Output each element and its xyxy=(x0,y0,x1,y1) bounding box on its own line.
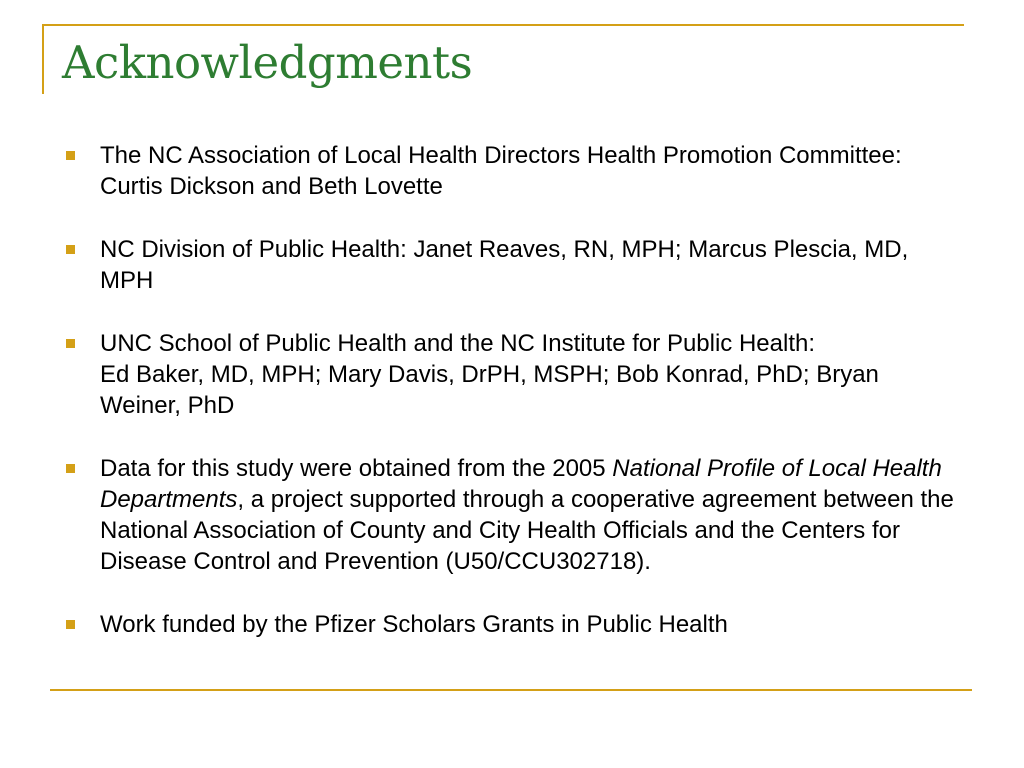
bullet-item xyxy=(62,328,962,359)
bullet-item xyxy=(62,140,962,202)
square-bullet-icon xyxy=(66,620,75,629)
bottom-accent-rule xyxy=(50,689,972,691)
bullet-continuation xyxy=(62,359,962,421)
continuation-text: Ed Baker, MD, MPH; Mary Davis, DrPH, MSPH; Bob Konrad, PhD; Bryan Weiner, PhD xyxy=(100,361,879,419)
publication-title: National Profile of Local Health Departments xyxy=(100,455,942,513)
bullet-text: NC Division of Public Health: Janet Reaves, RN, MPH; Marcus Plescia, MD, MPH xyxy=(100,236,909,294)
square-bullet-icon xyxy=(66,339,75,348)
square-bullet-icon xyxy=(66,245,75,254)
bullet-item xyxy=(62,234,962,296)
slide-title: Acknowledgments xyxy=(62,36,473,89)
bullet-text: Work funded by the Pfizer Scholars Grants in Public Health xyxy=(100,611,728,638)
bullet-item xyxy=(62,609,962,640)
square-bullet-icon xyxy=(66,464,75,473)
square-bullet-icon xyxy=(66,151,75,160)
bullet-list xyxy=(62,140,962,672)
bullet-text-after: , a project supported through a cooperative agreement between the National Association of County and City Health Officials and the Centers for Disease Control and Prevention (U50/CCU302718). xyxy=(100,486,954,575)
top-accent-rule xyxy=(42,24,964,26)
bullet-text: UNC School of Public Health and the NC Institute for Public Health: xyxy=(100,330,816,357)
bullet-text-before: Data for this study were obtained from the 2005 xyxy=(100,455,613,482)
left-accent-rule xyxy=(42,24,44,94)
bullet-item xyxy=(62,453,962,577)
bullet-text: The NC Association of Local Health Directors Health Promotion Committee: Curtis Dickson and Beth Lovette xyxy=(100,142,902,200)
